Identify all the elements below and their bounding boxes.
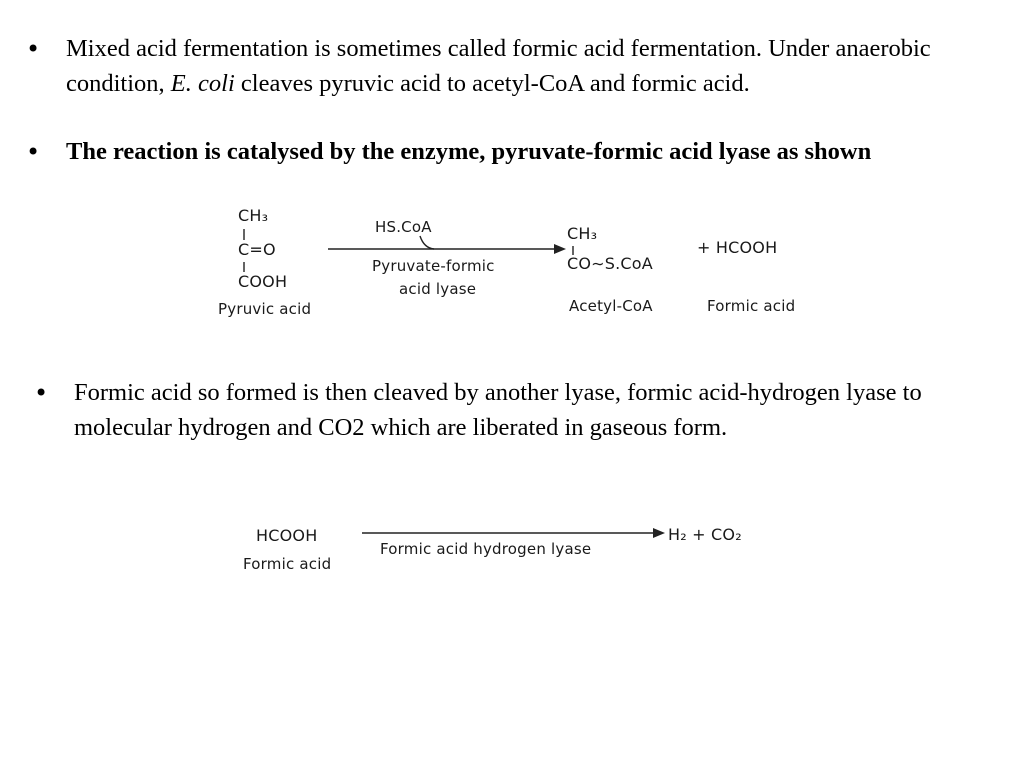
bullet-2-text: The reaction is catalysed by the enzyme, pyruvate-formic acid lyase as shown: [66, 138, 872, 165]
bullet-marker: •: [26, 35, 41, 63]
formic-acid-label-2: Formic acid: [243, 555, 332, 573]
reaction-1-arrow-head: [554, 244, 566, 254]
reaction-2-arrow-head: [653, 528, 665, 538]
bullet-1-text: Mixed acid fermentation is sometimes called formic acid fermentation. Under anaerobic condition, E. coli cleaves pyruvic acid to acetyl-CoA and formic acid.: [66, 35, 931, 97]
cofactor-hook: [420, 236, 434, 249]
pyruvic-acid-label: Pyruvic acid: [218, 300, 312, 318]
bullet-marker: •: [34, 379, 49, 407]
pyruvic-co: C=O: [238, 240, 276, 259]
formic-acid-label: Formic acid: [707, 297, 796, 315]
cofactor-label: HS.CoA: [375, 218, 432, 236]
products-label: H₂ + CO₂: [668, 525, 742, 544]
acetyl-ch3: CH₃: [567, 224, 598, 243]
acetyl-co-scoa: CO∼S.CoA: [567, 254, 653, 273]
enzyme-label-2: Formic acid hydrogen lyase: [380, 540, 592, 558]
acetyl-coa-label: Acetyl-CoA: [569, 297, 653, 315]
bullet-marker: •: [26, 138, 41, 166]
enzyme-label-line1: Pyruvate-formic: [372, 257, 495, 275]
enzyme-label-line2: acid lyase: [399, 280, 477, 298]
plus-hcooh: + HCOOH: [697, 238, 778, 257]
bullet-3-text: Formic acid so formed is then cleaved by another lyase, formic acid-hydrogen lyase to molecular hydrogen and CO2 which are liberated in gaseous form.: [74, 379, 922, 441]
pyruvic-cooh: COOH: [238, 272, 288, 291]
hcooh-label: HCOOH: [256, 526, 318, 545]
pyruvic-ch3: CH₃: [238, 206, 269, 225]
